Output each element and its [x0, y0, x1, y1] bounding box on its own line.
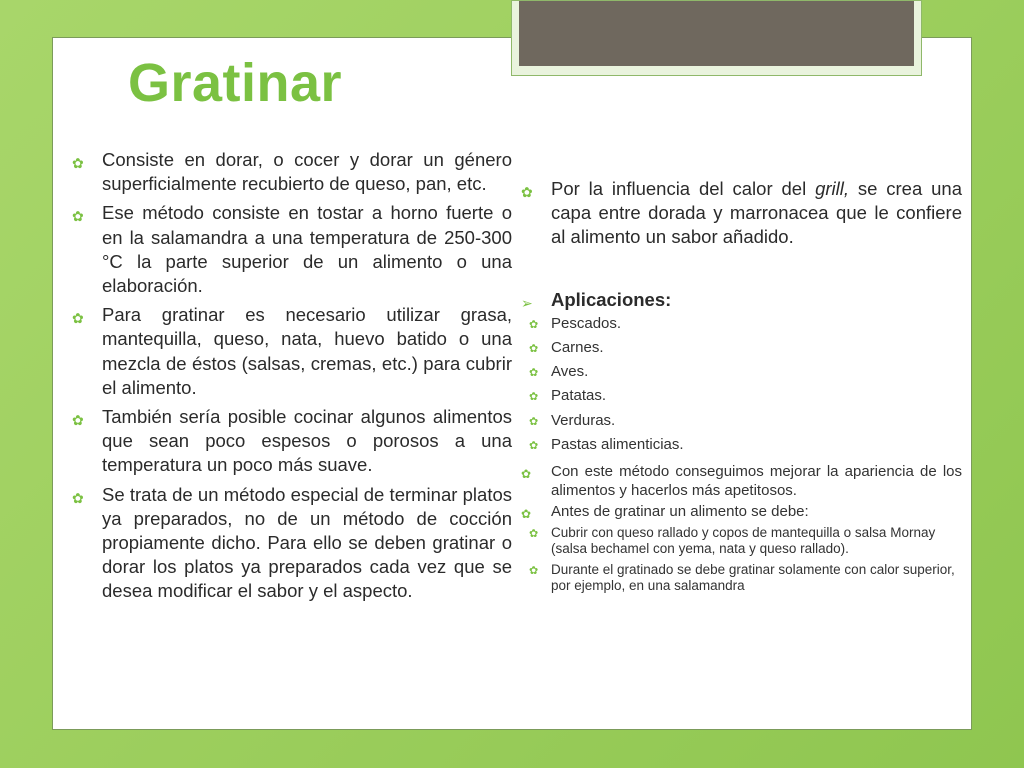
bullet-icon: ✿	[72, 489, 84, 506]
bullet-icon: ✿	[72, 155, 84, 171]
list-item: ✿ Con este método conseguimos mejorar la apariencia de los alimentos y hacerlos más apetitosos.	[521, 463, 962, 499]
photo-frame	[511, 0, 922, 76]
list-item: ✿ Para gratinar es necesario utilizar grasa, mantequilla, queso, nata, huevo batido o una mezcla de éstos (salsas, cremas, etc.) para cubrir el alimento.	[72, 304, 512, 398]
bullet-icon: ✿	[529, 564, 539, 577]
aplicaciones-heading: ➢ Aplicaciones:	[521, 288, 962, 312]
list-item: ✿ Cubrir con queso rallado y copos de mantequilla o salsa Mornay (salsa bechamel con yema, nata y queso rallado).	[529, 524, 936, 557]
list-item: ✿ Pastas alimenticias.	[521, 433, 962, 457]
arrow-icon: ➢	[521, 294, 533, 311]
header-photo	[519, 1, 914, 66]
right-column	[521, 177, 962, 599]
list-item: ✿ Antes de gratinar un alimento se debe:	[521, 503, 962, 522]
intro-item: ✿ Por la influencia del calor del grill, se crea una capa entre dorada y marronacea que le confiere al alimento un sabor añadido.	[521, 178, 962, 248]
bullet-icon: ✿	[529, 367, 539, 380]
list-item: ✿ Se trata de un método especial de terminar platos ya preparados, no de un método de cocción propiamente dicho. Para ello se deben gratinar o dorar los platos ya preparados cada vez que se desea modificar el sabor y el aspecto.	[72, 483, 512, 602]
bullet-icon: ✿	[529, 439, 539, 452]
bullet-icon: ✿	[72, 412, 84, 429]
bullet-icon: ✿	[521, 467, 532, 482]
list-item: ✿ Consiste en dorar, o cocer y dorar un género superficialmente recubierto de queso, pan, etc.	[72, 149, 512, 195]
list-item: ✿ Carnes.	[521, 336, 962, 360]
list-item: ✿ Aves.	[521, 360, 962, 384]
bullet-icon: ✿	[529, 318, 539, 331]
list-item: ✿ Durante el gratinado se debe gratinar solamente con calor superior, por ejemplo, en una salamandra	[529, 561, 955, 594]
list-item: ✿ Pescados.	[521, 312, 962, 336]
list-item: ✿ Ese método consiste en tostar a horno fuerte o en la salamandra a una temperatura de 250-300 °C la parte superior de un alimento o una elaboración.	[72, 202, 512, 297]
bullet-icon: ✿	[529, 415, 539, 428]
bullet-icon: ✿	[72, 208, 84, 225]
bullet-icon: ✿	[72, 310, 84, 327]
list-item: ✿ Patatas.	[521, 384, 962, 408]
bullet-icon: ✿	[529, 391, 539, 404]
list-item: ✿ Verduras.	[521, 409, 962, 433]
list-item: ✿ También sería posible cocinar algunos alimentos que sean poco espesos o porosos a una temperatura un poco más suave.	[72, 406, 512, 476]
bullet-icon: ✿	[521, 507, 532, 522]
left-column	[72, 148, 512, 609]
bullet-icon: ✿	[529, 527, 539, 540]
bullet-icon: ✿	[529, 343, 539, 356]
bullet-icon: ✿	[521, 184, 533, 200]
slide-title: Gratinar	[128, 53, 343, 113]
